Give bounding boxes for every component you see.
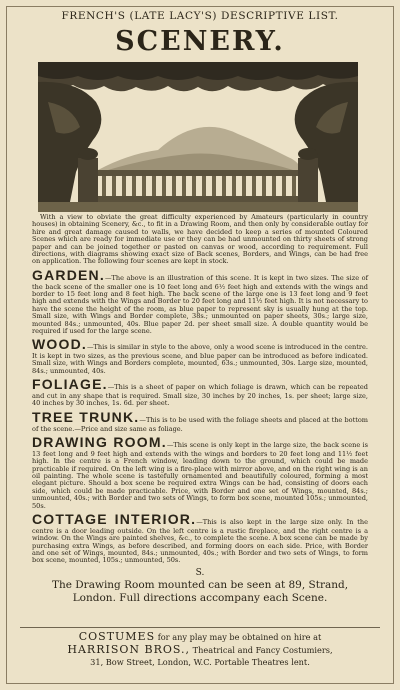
section-text: —This is a sheet of paper on which foliage is drawn, which can be repeated and cut in any shape that is required. Small size, 30 inches by 20 inches, 1s. per sheet; large size, 40 inches by 30 inches, 1s. 6d. per sheet. — [32, 383, 368, 408]
advert-address: 31, Bow Street, London, W.C. Portable Theatres lent. — [90, 656, 310, 667]
intro-paragraph: With a view to obviate the great difficulty experienced by Amateurs (particularly in country houses) in obtaining Scenery, &c., to fit in a Drawing Room, and then only by considerable outlay for hire and great damage caused to walls, we have decided to keep a series of mounted Coloured Scenes which are ready for immediate use or they can be had unmounted on thirty sheets of strong paper and can be joined together or pasted on canvas or wood, according to requirement. Full directions, with diagrams showing exact size of Back scenes, Borders, and Wings, can be had free on application. The following four scenes are kept in stock. — [32, 213, 368, 266]
section-heading: GARDEN. — [32, 266, 105, 283]
running-title: FRENCH'S (LATE LACY'S) DESCRIPTIVE LIST. — [61, 10, 339, 22]
section-heading: TREE TRUNK. — [32, 408, 140, 425]
divider — [20, 627, 380, 628]
advert-text: for any play may be obtained on hire at — [155, 632, 322, 642]
section-garden — [32, 268, 368, 336]
section-tree-trunk — [32, 410, 368, 433]
advert-keyword: COSTUMES — [78, 630, 156, 643]
section-text: —This is also kept in the large size only. In the centre is a door leading outside. On the left centre is a rustic fireplace, and the right centre is a window. On the Wings are painted shelves, &c., to complete the scene. A box scene can be made by purchasing extra Wings, as before described, and forming doors on each side. Price, with Border and one set of Wings, mounted, 84s.; unmounted, 40s.; with Border and two sets of Wings, to form box scene, mounted, 105s.; unmounted, 50s. — [32, 518, 368, 565]
scenery-description — [32, 214, 368, 604]
section-drawing-room — [32, 435, 368, 510]
section-cottage-interior — [32, 512, 368, 565]
costumes-advert — [0, 630, 400, 667]
advert-text: Theatrical and Fancy Costumiers, — [190, 645, 333, 656]
advert-line-2 — [0, 643, 400, 656]
section-heading: FOLIAGE. — [32, 376, 108, 393]
section-wood — [32, 337, 368, 375]
signature-mark: S. — [195, 567, 205, 578]
garden-scene-illustration — [38, 62, 358, 212]
advert-company: HARRISON BROS., — [67, 643, 191, 657]
drawing-room-notice: The Drawing Room mounted can be seen at 89, Strand, London. Full directions accompany each Scene. — [51, 578, 349, 604]
section-text: —The above is an illustration of this scene. It is kept in two sizes. The size of the back scene of the smaller one is 10 feet long and 6½ feet high and extends with the wings and border to 15 feet long and 8 feet high. The back scene of the large one is 13 feet long and 9 feet high and extends with the Wings and Border to 20 feet long and 11½ feet high. It is not necessary to have the scene the height of the room, as blue paper to represent sky is usually hung at the top. Small size, with Wings and Border complete, 38s.; unmounted on paper sheets, 30s.; large size, mounted 84s.; unmounted, 40s. Blue paper 2d. per sheet small size. A double quantity would be required if used for the large scene. — [32, 273, 368, 335]
section-text: —This is to be used with the foliage sheets and placed at the bottom of the scene.—Price and size same as foliage. — [32, 415, 368, 433]
section-heading: WOOD. — [32, 336, 87, 353]
section-foliage — [32, 377, 368, 408]
section-text: —This scene is only kept in the large size, the back scene is 13 feet long and 9 feet high and extends with the wings and borders to 20 feet long and 11½ feet high. In the centre is a French window, leading down to the ground, which could be made practicable if required. On the left wing is a fire-place with mirror above, and on the right wing is an oil painting. The whole scene is tastefully ornamented and beautifully coloured, forming a most elegant picture. Should a box scene be required extra Wings can be had, consisting of doors each side, which could be made practicable. Price, with Border and one set of Wings, mounted, 84s.; unmounted, 40s.; with Border and two sets of Wings, to form box scene, mounted 105s.; unmounted, 50s. — [32, 441, 369, 510]
advert-line-1 — [0, 630, 400, 643]
section-text: —This is similar in style to the above, only a wood scene is introduced in the centre. It is kept in two sizes, as the previous scene, and blue paper can be introduced as before indicated. Small size, with Wings and Borders complete, mounted, 63s.; unmounted, 30s. Large size, mounted, 84s.; unmounted, 40s. — [32, 343, 368, 375]
section-heading: COTTAGE INTERIOR. — [32, 511, 197, 527]
page-title: SCENERY. — [115, 26, 285, 57]
section-heading: DRAWING ROOM. — [32, 434, 167, 451]
